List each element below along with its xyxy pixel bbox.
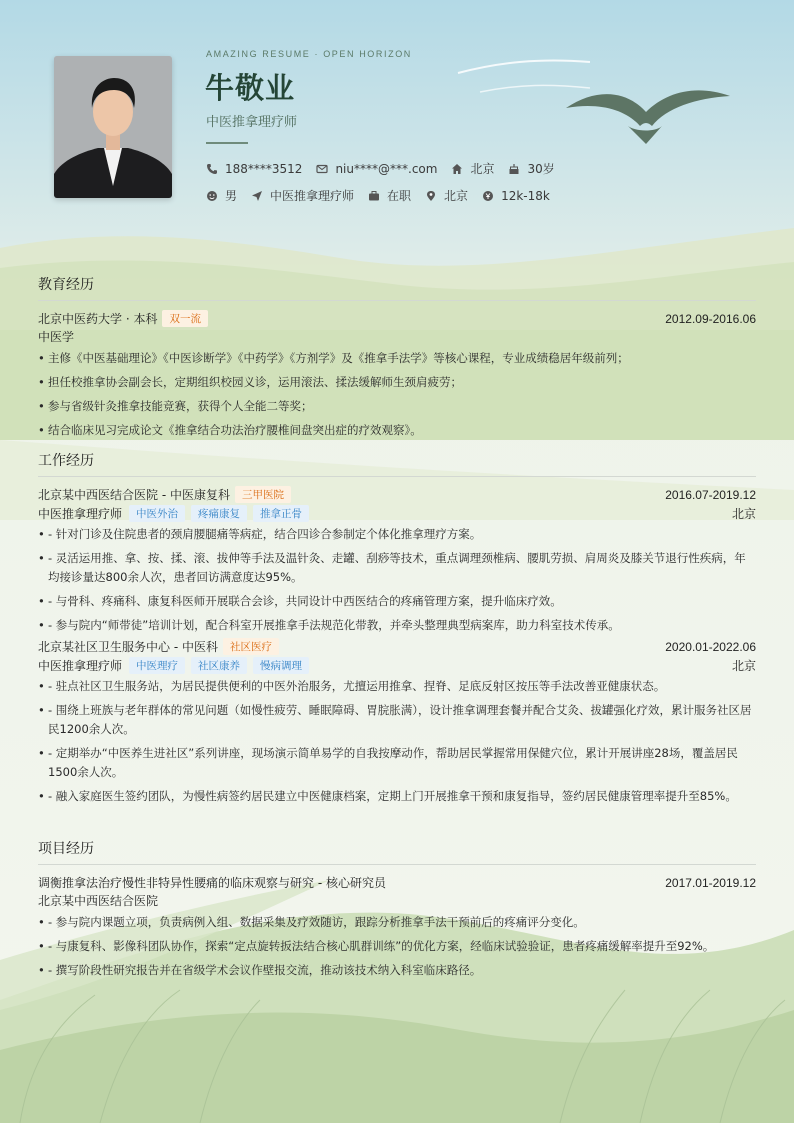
job-role: 中医推拿理疗师 (38, 507, 123, 521)
email-icon (316, 163, 328, 175)
phone-text: 188****3512 (225, 161, 303, 176)
work-section (38, 450, 756, 806)
list-item: • - 融入家庭医生签约团队，为慢性病签约居民建立中医健康档案，定期上门开展推拿干预和康复指导，签约居民健康管理率提升至85%。 (38, 787, 756, 806)
home-text: 北京 (470, 162, 495, 176)
education-entry-header (38, 310, 756, 327)
contact-row (206, 160, 569, 177)
education-bullets (38, 349, 756, 440)
list-item: • 结合临床见习完成论文《推拿结合功法治疗腰椎间盘突出症的疗效观察》。 (38, 421, 756, 440)
job-org: 北京某社区卫生服务中心 - 中医科 (38, 640, 218, 654)
job-tag: 三甲医院 (235, 486, 291, 503)
list-item: • - 围绕上班族与老年群体的常见问题（如慢性疲劳、睡眠障碍、胃脘胀满），设计推拿调理套餐并配合艾灸、拔罐强化疗效，累计服务社区居民1200余人次。 (38, 701, 756, 739)
detail-location (425, 187, 468, 204)
gender-text: 男 (225, 189, 238, 203)
contact-age (508, 160, 554, 177)
job-org-line (38, 486, 291, 503)
detail-salary (482, 189, 550, 203)
detail-status (368, 187, 411, 204)
job-role: 中医推拿理疗师 (38, 659, 123, 673)
major: 中医学 (38, 330, 75, 344)
briefcase-icon (368, 190, 380, 202)
projects-section (38, 838, 756, 980)
gender-icon (206, 190, 218, 202)
status-text: 在职 (387, 189, 412, 203)
section-heading: 工作经历 (38, 450, 756, 477)
job-header (38, 486, 756, 503)
project-header (38, 874, 756, 891)
list-item: • - 与康复科、影像科团队协作，探索“定点旋转扳法结合核心肌群训练”的优化方案，经临床试验验证，患者疼痛缓解率提升至92%。 (38, 937, 756, 956)
job-city: 北京 (731, 507, 756, 521)
job-bullets (38, 677, 756, 806)
job-header (38, 638, 756, 655)
job-title: 中医推拿理疗师 (206, 115, 298, 130)
position-text: 中医推拿理疗师 (270, 189, 355, 203)
contact-email[interactable] (316, 162, 437, 176)
list-item: • 担任校推拿协会副会长，定期组织校园义诊，运用滚法、揉法缓解师生颈肩疲劳； (38, 373, 756, 392)
list-item: • - 灵活运用推、拿、按、揉、滚、拔伸等手法及温针灸、走罐、刮痧等技术，重点调理颈椎病、腰肌劳损、肩周炎及膝关节退行性疾病，年均接诊量达800余人次，患者回访满意度达95%。 (38, 549, 756, 587)
location-icon (425, 190, 437, 202)
list-item: • - 撰写阶段性研究报告并在省级学术会议作壁报交流，推动该技术纳入科室临床路径。 (38, 961, 756, 980)
school-name: 北京中医药大学 · 本科 (38, 312, 158, 326)
project-date: 2017.01-2019.12 (665, 875, 756, 890)
bird-icon (566, 86, 730, 146)
job-org-line (38, 638, 279, 655)
school-line (38, 310, 208, 327)
contact-phone[interactable] (206, 162, 302, 176)
contact-home (451, 160, 494, 177)
project-bullets (38, 913, 756, 980)
education-section (38, 274, 756, 440)
job-org: 北京某中西医结合医院 - 中医康复科 (38, 488, 230, 502)
candidate-name: 牛敬业 (205, 71, 296, 105)
section-heading: 教育经历 (38, 274, 756, 301)
details-row (206, 187, 564, 204)
send-icon (251, 190, 263, 202)
job-date: 2016.07-2019.12 (665, 487, 756, 502)
location-text: 北京 (444, 189, 469, 203)
list-item: • - 驻点社区卫生服务站，为居民提供便利的中医外治服务，尤擅运用推拿、捏脊、足底反射区按压等手法改善亚健康状态。 (38, 677, 756, 696)
skill-tag: 慢病调理 (253, 657, 309, 674)
skill-tag: 社区康养 (191, 657, 247, 674)
job-role-group (38, 505, 309, 522)
job-role-group (38, 657, 309, 674)
title-divider (206, 142, 248, 144)
home-icon (451, 163, 463, 175)
job-city: 北京 (731, 659, 756, 673)
salary-icon (482, 190, 494, 202)
skill-tag: 推拿正骨 (253, 505, 309, 522)
project-name: 调衡推拿法治疗慢性非特异性腰痛的临床观察与研究 - 核心研究员 (38, 876, 386, 890)
list-item: • - 参与院内“师带徒”培训计划，配合科室开展推拿手法规范化带教，并牵头整理典型病案库，助力科室技术传承。 (38, 616, 756, 635)
list-item: • - 与骨科、疼痛科、康复科医师开展联合会诊，共同设计中西医结合的疼痛管理方案，提升临床疗效。 (38, 592, 756, 611)
phone-icon (206, 163, 218, 175)
skill-tag: 疼痛康复 (191, 505, 247, 522)
job-bullets (38, 525, 756, 635)
education-date: 2012.09-2016.06 (665, 311, 756, 326)
email-text: niu****@***.com (335, 161, 438, 176)
skill-tag: 中医理疗 (129, 657, 185, 674)
job-date: 2020.01-2022.06 (665, 639, 756, 654)
job-tag: 社区医疗 (223, 638, 279, 655)
job-role-line (38, 505, 756, 522)
avatar (54, 56, 172, 198)
brand-tagline: AMAZING RESUME · OPEN HORIZON (206, 49, 412, 59)
portrait-icon (54, 56, 172, 198)
skill-tag: 中医外治 (129, 505, 185, 522)
project-org: 北京某中西医结合医院 (38, 894, 159, 908)
list-item: • 主修《中医基础理论》《中医诊断学》《中药学》《方剂学》及《推拿手法学》等核心课程，专业成绩稳居年级前列； (38, 349, 756, 368)
cake-icon (508, 163, 520, 175)
detail-position (251, 187, 354, 204)
age-text: 30岁 (527, 162, 555, 176)
section-heading: 项目经历 (38, 838, 756, 865)
list-item: • - 定期举办“中医养生进社区”系列讲座，现场演示简单易学的自我按摩动作，帮助居民掌握常用保健穴位，累计开展讲座28场，覆盖居民1500余人次。 (38, 744, 756, 782)
school-tag: 双一流 (162, 310, 208, 327)
list-item: • - 针对门诊及住院患者的颈肩腰腿痛等病症，结合四诊合参制定个体化推拿理疗方案。 (38, 525, 756, 544)
list-item: • 参与省级针灸推拿技能竞赛，获得个人全能二等奖； (38, 397, 756, 416)
job-role-line (38, 657, 756, 674)
detail-gender (206, 187, 237, 204)
list-item: • - 参与院内课题立项，负责病例入组、数据采集及疗效随访，跟踪分析推拿手法干预前后的疼痛评分变化。 (38, 913, 756, 932)
salary-text: 12k-18k (501, 188, 550, 203)
